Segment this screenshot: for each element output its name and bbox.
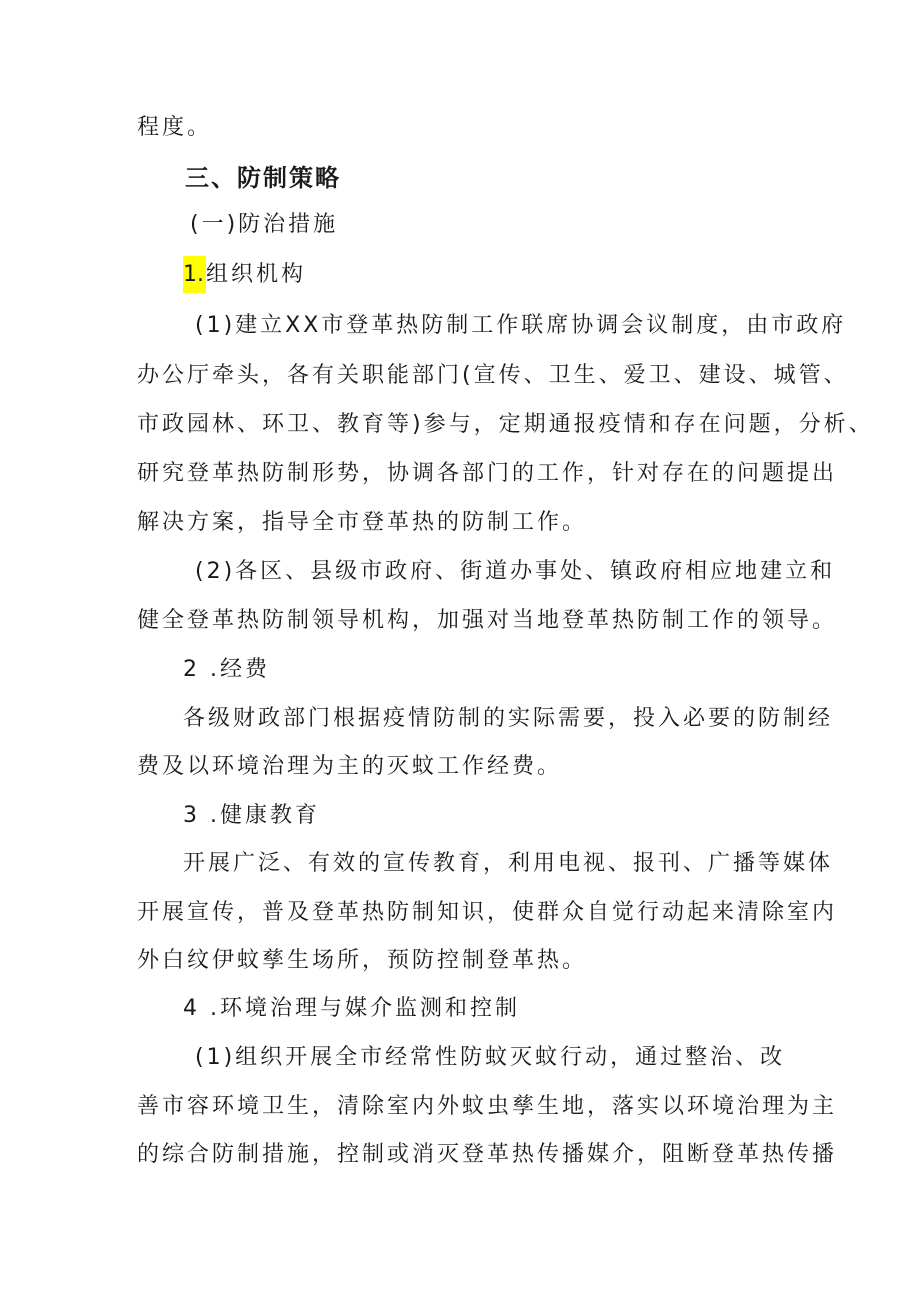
section-heading: 三、防制策略 bbox=[185, 164, 341, 192]
paragraph-line: 健全登革热防制领导机构，加强对当地登革热防制工作的领导。 bbox=[137, 608, 838, 633]
paragraph-line: 解决方案，指导全市登革热的防制工作。 bbox=[137, 510, 588, 535]
item-heading-3: 3 .健康教育 bbox=[183, 803, 320, 828]
paragraph-line: 开展广泛、有效的宣传教育，利用电视、报刊、广播等媒体 bbox=[183, 851, 834, 876]
paragraph-line: 费及以环境治理为主的灭蚊工作经费。 bbox=[137, 754, 563, 779]
paragraph-line: (1)组织开展全市经常性防蚊灭蚊行动，通过整治、改 bbox=[195, 1045, 786, 1070]
paragraph-line: 开展宣传，普及登革热防制知识，使群众自觉行动起来清除室内 bbox=[137, 900, 838, 925]
highlighted-number: 1. bbox=[183, 256, 206, 293]
paragraph-line: 市政园林、环卫、教育等)参与，定期通报疫情和存在问题，分析、 bbox=[137, 412, 874, 437]
item-heading-1 bbox=[183, 260, 306, 290]
paragraph-line: 研究登革热防制形势，协调各部门的工作，针对存在的问题提出 bbox=[137, 461, 838, 486]
paragraph-line: 各级财政部门根据疫情防制的实际需要，投入必要的防制经 bbox=[183, 706, 834, 731]
paragraph-line: 善市容环境卫生，清除室内外蚊虫孳生地，落实以环境治理为主 bbox=[137, 1094, 838, 1119]
paragraph-line: (1)建立XX市登革热防制工作联席协调会议制度，由市政府 bbox=[195, 313, 847, 338]
text-line-1: 程度。 bbox=[137, 115, 213, 140]
paragraph-line: 的综合防制措施，控制或消灭登革热传播媒介，阻断登革热传播 bbox=[137, 1142, 838, 1167]
item-heading-2: 2 .经费 bbox=[183, 657, 270, 682]
paragraph-line: (2)各区、县级市政府、街道办事处、镇政府相应地建立和 bbox=[195, 559, 836, 584]
item-heading-4: 4 .环境治理与媒介监测和控制 bbox=[183, 996, 520, 1021]
paragraph-line: 外白纹伊蚊孳生场所，预防控制登革热。 bbox=[137, 948, 588, 973]
subsection-heading: (一)防治措施 bbox=[190, 212, 339, 237]
paragraph-line: 办公厅牵头，各有关职能部门(宣传、卫生、爱卫、建设、城管、 bbox=[137, 363, 849, 388]
item-heading-1-text: 组织机构 bbox=[206, 262, 307, 287]
